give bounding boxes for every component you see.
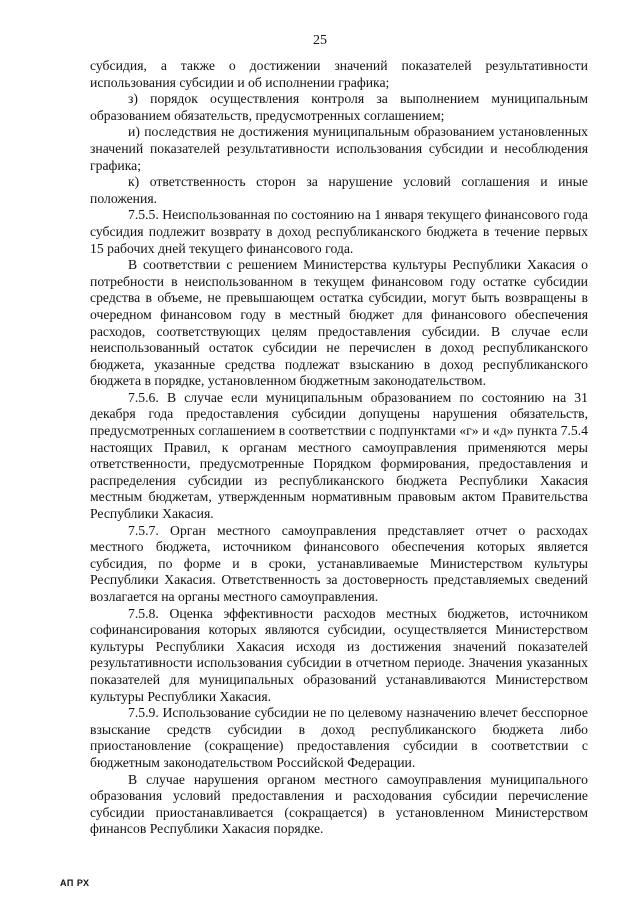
paragraph-item-z: з) порядок осуществления контроля за выполнением муниципальным образованием обязательств, предусмотренных соглашением; [90, 91, 588, 123]
paragraph-item-i: и) последствия не достижения муниципальным образованием установленных значений показателей результативности использования субсидии и несоблюдения графика; [90, 124, 588, 173]
paragraph-7-5-5: 7.5.5. Неиспользованная по состоянию на 1 января текущего финансового года субсидия подлежит возврату в доход республиканского бюджета в течение первых 15 рабочих дней текущего финансового года. [90, 207, 588, 256]
page-number: 25 [313, 33, 327, 48]
paragraph-7-5-6: 7.5.6. В случае если муниципальным образованием по состоянию на 31 декабря года предоставления субсидии допущены нарушения обязательств, предусмотренных соглашением в соответствии с подпунктами «г» и «д» пункта 7.5.4 настоящих Правил, к органам местного самоуправления применяются меры ответственности, предусмотренные Порядком формирования, предоставления и распределения субсидии из республиканского бюджета Республики Хакасия местным бюджетам, утвержденным нормативным правовым актом Правительства Республики Хакасия. [90, 389, 588, 522]
paragraph-item-k: к) ответственность сторон за нарушение условий соглашения и иные положения. [90, 174, 588, 206]
paragraph-7-5-8: 7.5.8. Оценка эффективности расходов местных бюджетов, источником софинансирования которых являются субсидии, осуществляется Министерством культуры Республики Хакасия исходя из достижения значений показателей результативности использования субсидии в отчетном периоде. Значения указанных показателей для муниципальных образований устанавливаются Министерством культуры Республики Хакасия. [90, 605, 588, 704]
paragraph-ministry-decision: В соответствии с решением Министерства культуры Республики Хакасия о потребности в неиспользованном в текущем финансовом году остатке субсидии средства в объеме, не превышающем остатка субсидии, могут быть возвращены в очередном финансовом году в местный бюджет для финансового обеспечения расходов, соответствующих целям предоставления субсидии. В случае если неиспользованный остаток субсидии не перечислен в доход республиканского бюджета, указанные средства подлежат взысканию в доход республиканского бюджета в порядке, установленном бюджетным законодательством. [90, 257, 588, 389]
paragraph-7-5-9: 7.5.9. Использование субсидии не по целевому назначению влечет бесспорное взыскание средств субсидии в доход республиканского бюджета либо приостановление (сокращение) предоставления субсидии в соответствии с бюджетным законодательством Российской Федерации. [90, 705, 588, 770]
paragraph-violation: В случае нарушения органом местного самоуправления муниципального образования условий предоставления и расходования субсидии перечисление субсидии приостанавливается (сокращается) в установленном Министерством финансов Республики Хакасия порядке. [90, 771, 588, 837]
paragraph-continuation: субсидия, а также о достижении значений показателей результативности использования субсидии и об исполнении графика; [90, 58, 588, 90]
footer-stamp: АП РХ [60, 878, 90, 888]
paragraph-7-5-7: 7.5.7. Орган местного самоуправления представляет отчет о расходах местного бюджета, источником финансового обеспечения которых является субсидия, по форме и в сроки, устанавливаемые Министерством культуры Республики Хакасия. Ответственность за достоверность представляемых сведений возлагается на органы местного самоуправления. [90, 522, 588, 604]
document-body [90, 58, 588, 838]
